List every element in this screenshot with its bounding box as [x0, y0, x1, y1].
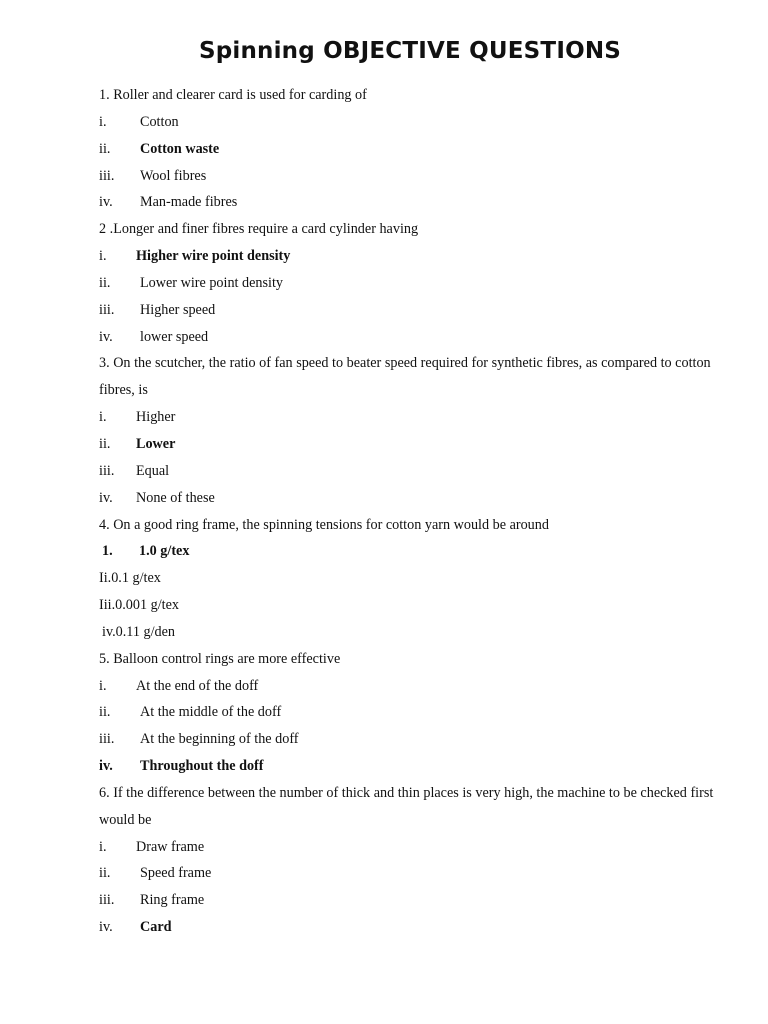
question-3: 3. On the scutcher, the ratio of fan speed to beater speed required for synthetic fibres, as compared to cotton fibres, is	[99, 355, 711, 399]
option-number: iv.	[99, 328, 113, 345]
option-number: iii.	[99, 301, 115, 318]
question-4: 4. On a good ring frame, the spinning tensions for cotton yarn would be around	[99, 516, 549, 533]
option-text: Draw frame	[136, 838, 205, 855]
option-6-iv	[99, 914, 739, 941]
correct-answer: Higher wire point density	[136, 248, 291, 265]
option-number: i.	[99, 113, 107, 130]
option-6-i	[99, 834, 739, 861]
option-3-iv	[99, 485, 739, 512]
option-3-iii	[99, 458, 739, 485]
option-1-iii	[99, 163, 739, 190]
option-text: At the beginning of the doff	[140, 731, 299, 748]
option-number: iv.	[99, 194, 113, 211]
question-list	[99, 82, 739, 941]
option-3-ii	[99, 431, 739, 458]
option-5-iii	[99, 726, 739, 753]
option-number: ii.	[99, 140, 111, 157]
option-text: At the end of the doff	[136, 677, 259, 694]
option-number: i.	[99, 409, 107, 426]
option-number: ii.	[99, 274, 111, 291]
option-3-i	[99, 404, 739, 431]
option-number: i.	[99, 248, 107, 265]
question-6: 6. If the difference between the number of thick and thin places is very high, the machine to be checked first would be	[99, 784, 714, 828]
option-text: None of these	[136, 489, 215, 506]
option-number: iii.	[99, 731, 115, 748]
option-text: Higher	[136, 409, 176, 426]
option-6-iii	[99, 887, 739, 914]
option-number: iii.	[99, 462, 115, 479]
option-text: Wool fibres	[140, 167, 207, 184]
option-text: Equal	[136, 462, 170, 479]
option-text: Speed frame	[140, 865, 212, 882]
option-number: iv.	[99, 489, 113, 506]
option-number: iv.	[99, 919, 113, 936]
question-1: 1. Roller and clearer card is used for carding of	[99, 87, 367, 103]
question-5: 5. Balloon control rings are more effective	[99, 650, 341, 667]
option-text: Cotton	[140, 113, 179, 130]
option-text: Ring frame	[140, 892, 205, 909]
option-1-ii	[99, 136, 739, 163]
option-2-iv	[99, 324, 739, 351]
option-2-i	[99, 243, 739, 270]
option-text: Man-made fibres	[140, 194, 238, 211]
option-number: ii.	[99, 435, 111, 452]
option-4-iii: Iii.0.001 g/tex	[99, 597, 179, 614]
correct-answer: Card	[140, 919, 172, 936]
option-text: At the middle of the doff	[140, 704, 282, 721]
correct-answer: Lower	[136, 435, 176, 452]
correct-answer: 1.0 g/tex	[139, 543, 190, 560]
option-5-ii	[99, 699, 739, 726]
option-number: i.	[99, 677, 107, 694]
option-text: lower speed	[140, 328, 209, 345]
option-4-iv: iv.0.11 g/den	[102, 623, 176, 640]
option-text: Higher speed	[140, 301, 216, 318]
option-5-iv	[99, 753, 739, 780]
option-6-ii	[99, 860, 739, 887]
option-2-iii	[99, 297, 739, 324]
correct-answer: Cotton waste	[140, 140, 220, 157]
option-number: ii.	[99, 704, 111, 721]
option-number: i.	[99, 838, 107, 855]
question-2: 2 .Longer and finer fibres require a card cylinder having	[99, 221, 419, 238]
option-2-ii	[99, 270, 739, 297]
option-4-1	[99, 538, 739, 565]
option-number: 1.	[102, 543, 113, 560]
correct-answer: Throughout the doff	[140, 758, 264, 775]
option-number: iv.	[99, 758, 113, 775]
option-1-i	[99, 109, 739, 136]
option-number: iii.	[99, 167, 115, 184]
option-1-iv	[99, 189, 739, 216]
option-number: ii.	[99, 865, 111, 882]
option-text: Lower wire point density	[140, 274, 284, 291]
option-5-i	[99, 673, 739, 700]
option-4-ii: Ii.0.1 g/tex	[99, 570, 161, 587]
page-title: Spinning OBJECTIVE QUESTIONS	[198, 38, 622, 64]
option-number: iii.	[99, 892, 115, 909]
